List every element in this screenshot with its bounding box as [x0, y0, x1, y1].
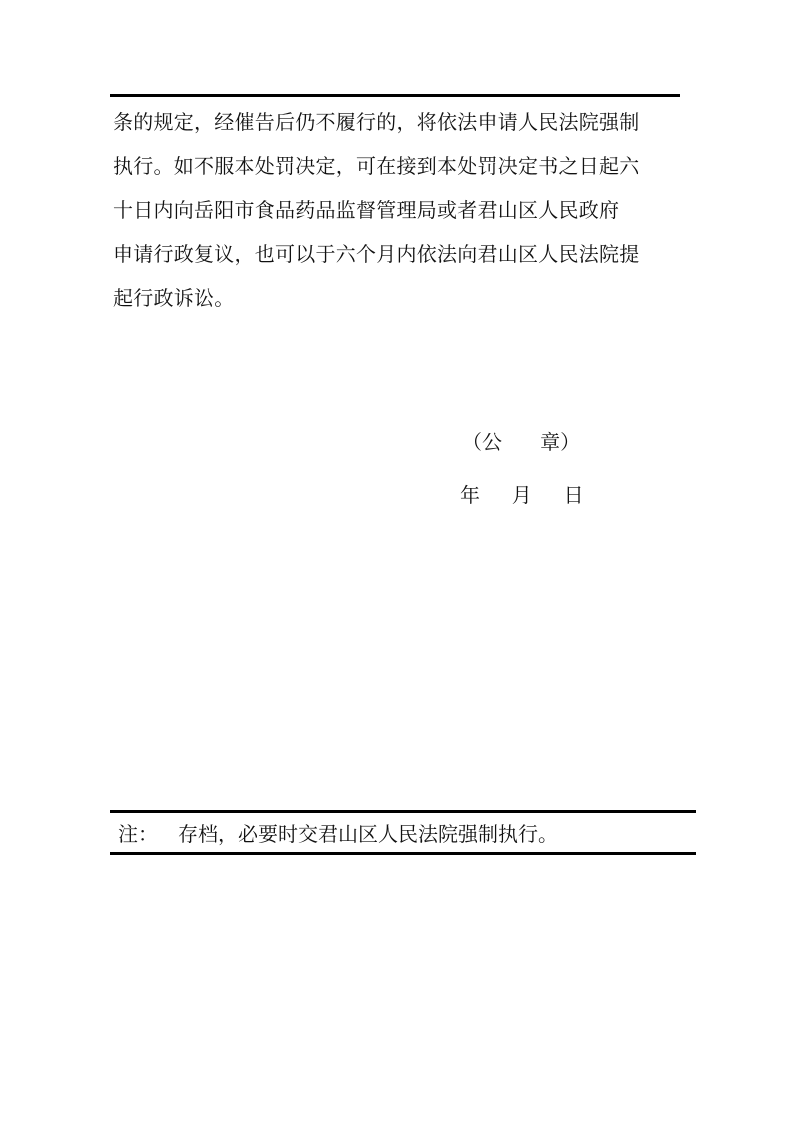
date-line: 年 月 日: [460, 483, 584, 507]
body-line-4: 申请行政复议，也可以于六个月内依法向君山区人民法院提: [113, 242, 640, 266]
note-bottom-rule: [110, 852, 696, 855]
body-paragraph: [113, 100, 693, 320]
note-label: 注：: [118, 822, 158, 846]
top-rule: [110, 94, 680, 97]
body-line-2: 执行。如不服本处罚决定，可在接到本处罚决定书之日起六: [113, 154, 640, 178]
note-text: 存档，必要时交君山区人民法院强制执行。: [178, 822, 558, 846]
official-seal-placeholder: （公 章）: [462, 430, 581, 454]
body-line-5: 起行政诉讼。: [113, 286, 235, 310]
footer-note: [118, 818, 558, 847]
body-line-1: 条的规定，经催告后仍不履行的，将依法申请人民法院强制: [113, 110, 640, 134]
body-line-3: 十日内向岳阳市食品药品监督管理局或者君山区人民政府: [113, 198, 620, 222]
note-top-rule: [110, 810, 696, 813]
